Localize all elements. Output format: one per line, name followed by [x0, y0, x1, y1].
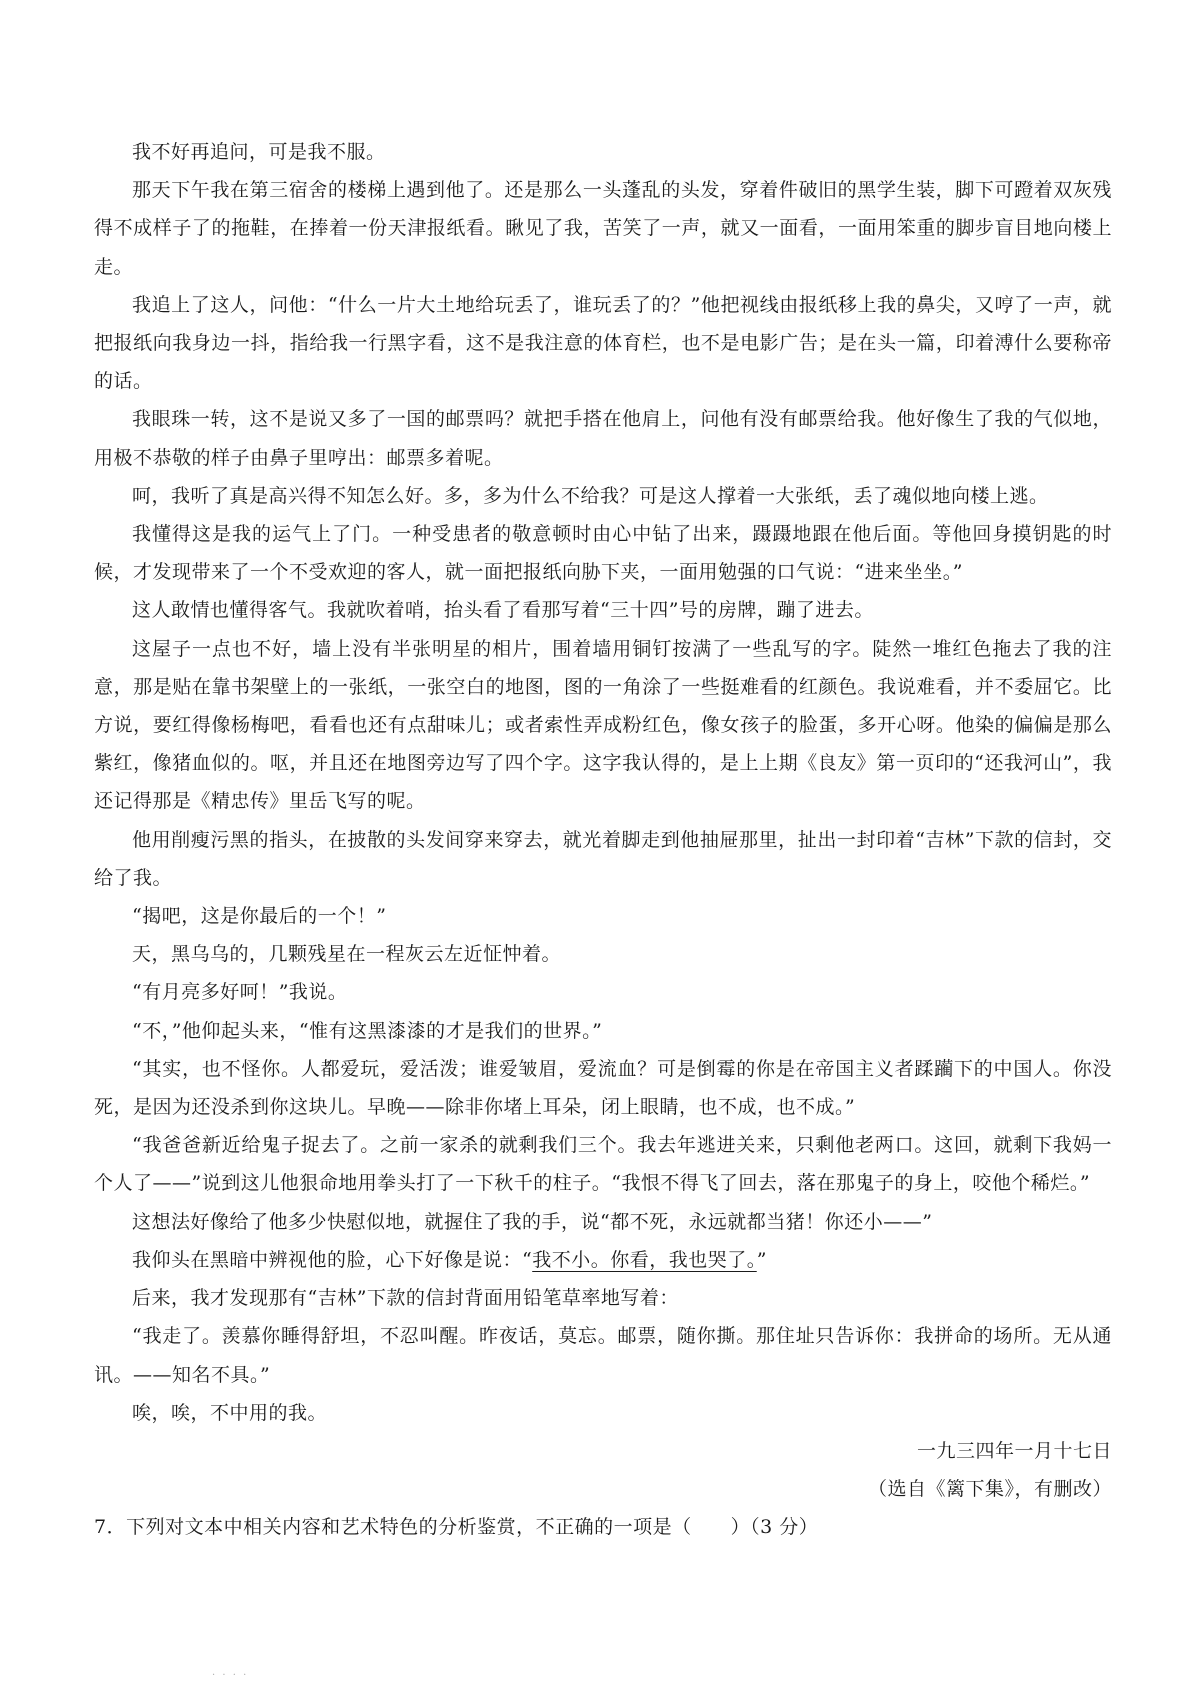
paragraph-3: 我追上了这人，问他：“什么一片大土地给玩丢了，谁玩丢了的？”他把视线由报纸移上我的鼻尖，又哼了一声，就把报纸向我身边一抖，指给我一行黑字看，这不是我注意的体育栏，也不是电影广告；是在头一篇，印着溥什么要称帝的话。 [94, 293, 1112, 393]
paragraph-14: “其实，也不怪你。人都爱玩，爱活泼；谁爱皱眉，爱流血？可是倒霉的你是在帝国主义者蹂躏下的中国人。你没死，是因为还没杀到你这块儿。早晚——除非你堵上耳朵，闭上眼睛，也不成，也不成。” [94, 1057, 1112, 1119]
paragraph-12: “有月亮多好呵！”我说。 [132, 981, 348, 1004]
paragraph-7: 这人敢情也懂得客气。我就吹着哨，抬头看了看那写着“三十四”号的房牌，蹦了进去。 [132, 599, 874, 622]
paragraph-9: 他用削瘦污黑的指头，在披散的头发间穿来穿去，就光着脚走到他抽屉那里，扯出一封印着“吉林”下款的信封，交给了我。 [94, 828, 1112, 889]
footer-mark: · · · · [212, 1670, 249, 1681]
paragraph-16: 这想法好像给了他多少快慰似地，就握住了我的手，说“都不死，永远就都当猪！你还小——” [132, 1210, 933, 1233]
paragraph-4: 我眼珠一转，这不是说又多了一国的邮票吗？就把手搭在他肩上，问他有没有邮票给我。他好像生了我的气似地，用极不恭敬的样子由鼻子里哼出：邮票多着呢。 [94, 408, 1112, 469]
underline-before: 我仰头在黑暗中辨视他的脸，心下好像是说：“ [132, 1248, 533, 1271]
underlined-phrase: 我不小。你看，我也哭了。 [532, 1248, 757, 1271]
paragraph-15: “我爸爸新近给鬼子捉去了。之前一家杀的就剩我们三个。我去年逃进关来，只剩他老两口。这回，就剩下我妈一个人了——”说到这儿他狠命地用拳头打了一下秋千的柱子。“我恨不得飞了回去，落在那鬼子的身上，咬他个稀烂。” [94, 1134, 1112, 1195]
paragraph-10: “揭吧，这是你最后的一个！” [132, 905, 387, 928]
paragraph-11: 天，黑乌乌的，几颗残星在一程灰云左近怔忡着。 [132, 943, 562, 966]
story-source: （选自《篱下集》，有删改） [867, 1478, 1112, 1501]
paragraph-20: 唉，唉，不中用的我。 [132, 1401, 328, 1424]
story-text [94, 133, 1112, 1547]
paragraph-8: 这屋子一点也不好，墙上没有半张明星的相片，围着墙用铜钉按满了一些乱写的字。陡然一堆红色拖去了我的注意，那是贴在靠书架壁上的一张纸，一张空白的地图，图的一角涂了一些挺难看的红颜色。我说难看，并不委屈它。比方说，要红得像杨梅吧，看看也还有点甜味儿；或者索性弄成粉红色，像女孩子的脸蛋，多开心呀。他染的偏偏是那么紫红，像猪血似的。呕，并且还在地图旁边写了四个字。这字我认得的，是上上期《良友》第一页印的“还我河山”，我还记得那是《精忠传》里岳飞写的呢。 [94, 637, 1112, 813]
paragraph-19: “我走了。羡慕你睡得舒坦，不忍叫醒。昨夜话，莫忘。邮票，随你撕。那住址只告诉你：我拼命的场所。无从通讯。——知名不具。” [94, 1325, 1112, 1386]
paragraph-17-underlined [94, 1241, 1112, 1279]
paragraph-18: 后来，我才发现那有“吉林”下款的信封背面用铅笔草率地写着： [132, 1287, 679, 1310]
paragraph-6: 我懂得这是我的运气上了门。一种受患者的敬意顿时由心中钻了出来，蹑蹑地跟在他后面。等他回身摸钥匙的时候，才发现带来了一个不受欢迎的客人，就一面把报纸向胁下夹，一面用勉强的口气说：“进来坐坐。” [94, 523, 1112, 584]
story-date: 一九三四年一月十七日 [916, 1439, 1112, 1462]
paragraph-13: “不，”他仰起头来，“惟有这黑漆漆的才是我们的世界。” [132, 1019, 603, 1042]
paragraph-5: 呵，我听了真是高兴得不知怎么好。多，多为什么不给我？可是这人撑着一大张纸，丢了魂似地向楼上逃。 [132, 484, 1049, 507]
question-7: 7．下列对文本中相关内容和艺术特色的分析鉴赏，不正确的一项是（ ）（3 分） [94, 1516, 819, 1539]
paragraph-2: 那天下午我在第三宿舍的楼梯上遇到他了。还是那么一头蓬乱的头发，穿着件破旧的黑学生装，脚下可蹬着双灰残得不成样子了的拖鞋，在捧着一份天津报纸看。瞅见了我，苦笑了一声，就又一面看，一面用笨重的脚步盲目地向楼上走。 [94, 179, 1112, 278]
paragraph-1: 我不好再追问，可是我不服。 [132, 141, 386, 163]
underline-after: ” [756, 1248, 767, 1271]
